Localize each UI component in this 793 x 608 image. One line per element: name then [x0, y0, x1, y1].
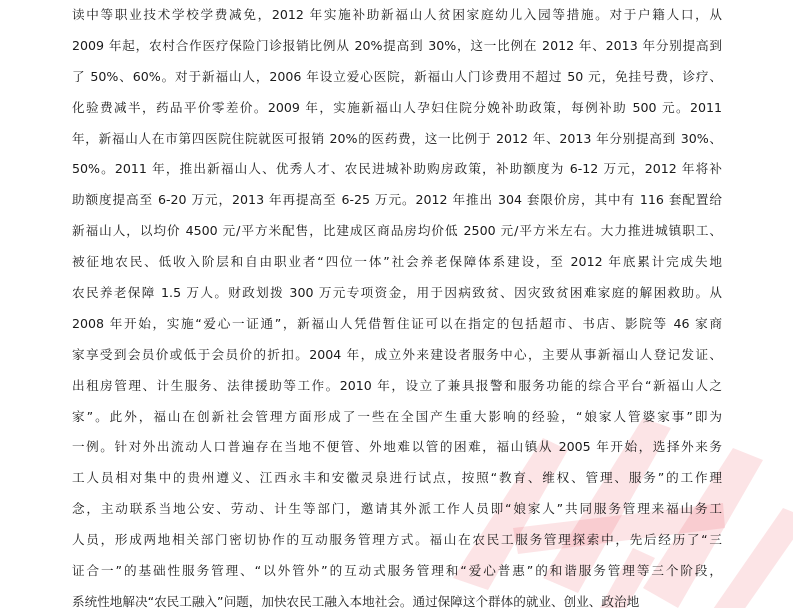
text-line: 家”。此外，福山在创新社会管理方面形成了一些在全国产生重大影响的经验，“娘家人管婆家事”即为 — [72, 408, 722, 424]
text-line: 工人员相对集中的贵州遵义、江西永丰和安徽灵泉进行试点，按照“教育、维权、管理、服务”的工作理 — [72, 470, 722, 486]
text-line: 助额度提高至 6-20 万元，2013 年再提高至 6-25 万元。2012 年推出 304 套限价房，其中有 116 套配置给 — [72, 192, 722, 208]
text-line: 50%。2011 年，推出新福山人、优秀人才、农民进城补助购房政策，补助额度为 6-12 万元，2012 年将补 — [72, 161, 722, 177]
text-line: 了 50%、60%。对于新福山人，2006 年设立爱心医院，新福山人门诊费用不超过 50 元，免挂号费，诊疗、 — [72, 68, 722, 84]
text-line: 年，新福山人在市第四医院住院就医可报销 20%的医药费，这一比例于 2012 年、2013 年分别提高到 30%、 — [72, 130, 722, 146]
text-line: 家享受到会员价或低于会员价的折扣。2004 年，成立外来建设者服务中心，主要从事新福山人登记发证、 — [72, 346, 722, 362]
document-body — [72, 0, 722, 608]
text-line: 2008 年开始，实施“爱心一证通”，新福山人凭借暂住证可以在指定的包括超市、书店、影院等 46 家商 — [72, 315, 722, 331]
text-line: 读中等职业技术学校学费减免，2012 年实施补助新福山人贫困家庭幼儿入园等措施。对于户籍人口，从 — [72, 7, 722, 22]
text-line: 出租房管理、计生服务、法律援助等工作。2010 年，设立了兼具报警和服务功能的综合平台“新福山人之 — [72, 377, 722, 393]
text-line: 被征地农民、低收入阶层和自由职业者“四位一体”社会养老保障体系建设，至 2012 年底累计完成失地 — [72, 254, 722, 270]
text-line: 证合一”的基础性服务管理、“以外管外”的互动式服务管理和“爱心普惠”的和谐服务管理等三个阶段， — [72, 563, 722, 579]
text-line: 化验费减半，药品平价零差价。2009 年，实施新福山人孕妇住院分娩补助政策，每例补助 500 元。2011 — [72, 99, 722, 115]
text-line: 农民养老保障 1.5 万人。财政划拨 300 万元专项资金，用于因病致贫、因灾致贫困难家庭的解困救助。从 — [72, 285, 722, 301]
text-line: 一例。针对外出流动人口普遍存在当地不便管、外地难以管的困难，福山镇从 2005 年开始，选择外来务 — [72, 439, 722, 455]
text-line: 新福山人，以均价 4500 元/平方米配售，比建成区商品房均价低 2500 元/平方米左右。大力推进城镇职工、 — [72, 223, 722, 239]
text-line: 系统性地解决“农民工融入”问题，加快农民工融入本地社会。通过保障这个群体的就业、创业、政治地 — [72, 593, 640, 608]
text-line: 2009 年起，农村合作医疗保险门诊报销比例从 20%提高到 30%，这一比例在 2012 年、2013 年分别提高到 — [72, 37, 722, 53]
text-line: 人员，形成两地相关部门密切协作的互动服务管理方式。福山在农民工服务管理探索中，先后经历了“三 — [72, 532, 722, 548]
text-line: 念，主动联系当地公安、劳动、计生等部门，邀请其外派工作人员即“娘家人”共同服务管理来福山务工 — [72, 501, 722, 517]
